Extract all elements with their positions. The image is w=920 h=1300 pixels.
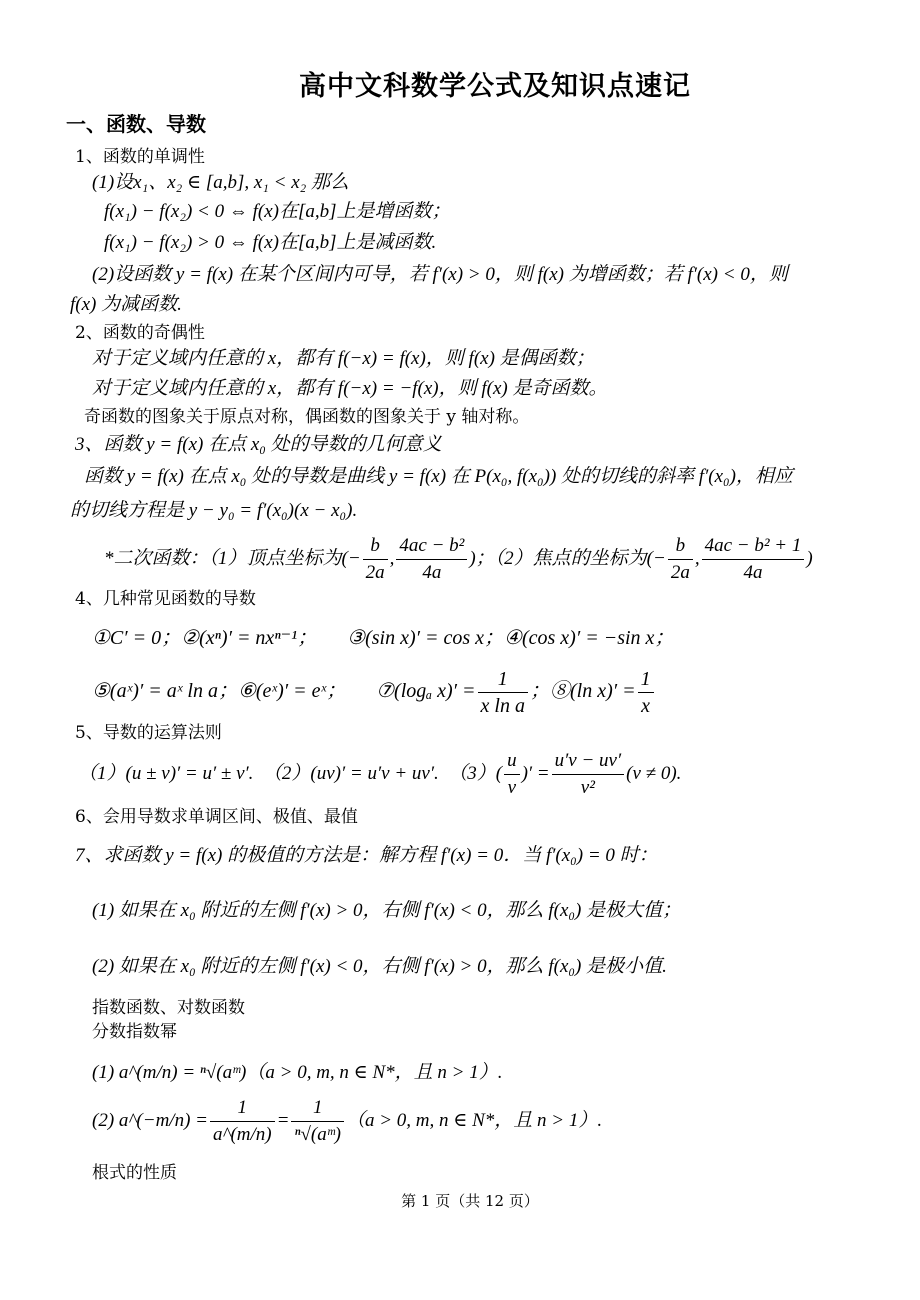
- fraction-4-den: 4a: [743, 562, 763, 584]
- fraction-log-den: x ln a: [480, 694, 525, 717]
- item-2-line-c: 奇函数的图象关于原点对称，偶函数的图象关于 y 轴对称。: [84, 407, 530, 427]
- item-5-heading: 5、导数的运算法则: [75, 723, 222, 743]
- item-6-heading: 6、会用导数求单调区间、极值、最值: [75, 807, 358, 827]
- fraction-1-num: b: [363, 533, 388, 560]
- fraction-quotient-den: v²: [580, 777, 595, 799]
- fraction-log-num: 1: [478, 666, 528, 693]
- fraction-4-num: 4ac − b² + 1: [702, 533, 805, 560]
- quadratic-line: [104, 532, 813, 586]
- fraction-2-den: 4a: [422, 562, 442, 584]
- quadratic-prefix: *二次函数：（1）顶点坐标为(−: [104, 548, 361, 569]
- fraction-quotient: [552, 748, 625, 801]
- fraction-neg-exp-2: [291, 1095, 344, 1148]
- comma: ,: [694, 548, 700, 569]
- item-7-line-b: (2) 如果在 x₀ 附近的左侧 f′(x) < 0，右侧 f′(x) > 0，那么 f(x₀) 是极小值.: [92, 956, 667, 977]
- item-7-line-a: (1) 如果在 x₀ 附近的左侧 f′(x) > 0，右侧 f′(x) < 0，那么 f(x₀) 是极大值；: [92, 900, 682, 921]
- fraction-2-num: 4ac − b²: [396, 533, 467, 560]
- item-1-line-d: (2)设函数 y = f(x) 在某个区间内可导，若 f′(x) > 0，则 f(x) 为增函数；若 f′(x) < 0，则: [92, 264, 788, 285]
- item-4-line-b-pre: ⑤(aˣ)′ = aˣ ln a；⑥(eˣ)′ = eˣ； ⑦(logₐ x)′ =: [92, 680, 476, 702]
- fraction-2: [396, 533, 467, 586]
- quadratic-end: ): [806, 548, 813, 569]
- item-5-line-a-pre: （1）(u ± v)′ = u′ ± v′. （2）(uv)′ = u′v + uv′. （3）(: [78, 763, 503, 784]
- item-8-heading: 指数函数、对数函数: [92, 998, 245, 1018]
- item-8-line-c-pre: (2) a^(−m/n) =: [92, 1110, 208, 1131]
- item-4-line-b-mid: ；⑧(ln x)′ =: [529, 680, 636, 702]
- quadratic-mid: )；（2）焦点的坐标为(−: [469, 548, 666, 569]
- item-8-line-c-end: （a > 0, m, n ∈ N*，且 n > 1）.: [345, 1110, 603, 1131]
- item-8-subheading: 分数指数幂: [92, 1022, 177, 1042]
- fraction-log: [478, 666, 528, 719]
- item-8-line-b: (1) a^(m/n) = ⁿ√(aᵐ)（a > 0, m, n ∈ N*，且 n > 1）.: [92, 1062, 503, 1083]
- item-2-heading: 2、函数的奇偶性: [75, 323, 205, 343]
- fraction-uv-num: u: [504, 748, 520, 775]
- item-5-line-a: [78, 746, 681, 802]
- fraction-ln: [638, 666, 654, 719]
- item-4-line-a: ①C′ = 0；②(xⁿ)′ = nxⁿ⁻¹； ③(sin x)′ = cos x；④(cos x)′ = −sin x；: [92, 627, 675, 649]
- fraction-ln-num: 1: [638, 666, 654, 693]
- fraction-uv-den: v: [507, 777, 517, 799]
- fraction-uv: [504, 748, 520, 801]
- item-3-line-b: 的切线方程是 y − y₀ = f′(x₀)(x − x₀).: [70, 500, 358, 521]
- fraction-neg-exp-1-den: a^(m/n): [212, 1124, 272, 1146]
- fraction-3-den: 2a: [670, 562, 690, 584]
- item-1-line-a: (1)设x₁、x₂ ∈ [a,b], x₁ < x₂ 那么: [92, 172, 349, 193]
- item-2-line-a: 对于定义域内任意的 x，都有 f(−x) = f(x)，则 f(x) 是偶函数；: [92, 348, 595, 369]
- fraction-neg-exp-2-den: ⁿ√(aᵐ): [294, 1124, 341, 1146]
- item-1-line-b: f(x₁) − f(x₂) < 0 ⇔ f(x)在[a,b]上是增函数；: [104, 201, 451, 222]
- fraction-neg-exp-1-num: 1: [210, 1095, 275, 1122]
- fraction-quotient-num: u′v − uv′: [552, 748, 625, 775]
- item-1-heading: 1、函数的单调性: [75, 147, 205, 167]
- item-3-heading: 3、函数 y = f(x) 在点 x₀ 处的导数的几何意义: [75, 434, 442, 455]
- fraction-neg-exp-2-num: 1: [291, 1095, 344, 1122]
- fraction-4: [702, 533, 805, 586]
- item-9-heading: 根式的性质: [92, 1163, 177, 1183]
- fraction-neg-exp-1: [210, 1095, 275, 1148]
- section-heading: 一、函数、导数: [66, 112, 206, 136]
- page-title: 高中文科数学公式及知识点速记: [299, 71, 691, 102]
- item-3-line-a: 函数 y = f(x) 在点 x₀ 处的导数是曲线 y = f(x) 在 P(x₀, f(x₀)) 处的切线的斜率 f′(x₀)，相应: [84, 466, 793, 487]
- fraction-3: [668, 533, 693, 586]
- item-5-line-a-end: (v ≠ 0).: [626, 763, 682, 784]
- item-8-line-c: [92, 1092, 602, 1150]
- page-footer: 第 1 页（共 12 页）: [401, 1192, 539, 1210]
- fraction-3-num: b: [668, 533, 693, 560]
- equals-sign: =: [276, 1110, 290, 1131]
- item-1-line-c: f(x₁) − f(x₂) > 0 ⇔ f(x)在[a,b]上是减函数.: [104, 232, 437, 253]
- comma: ,: [389, 548, 395, 569]
- fraction-ln-den: x: [641, 694, 651, 717]
- fraction-1-den: 2a: [365, 562, 385, 584]
- item-1-line-e: f(x) 为减函数.: [70, 294, 182, 315]
- item-2-line-b: 对于定义域内任意的 x，都有 f(−x) = −f(x)，则 f(x) 是奇函数。: [92, 378, 608, 399]
- item-4-heading: 4、几种常见函数的导数: [75, 589, 256, 609]
- item-7-heading: 7、求函数 y = f(x) 的极值的方法是：解方程 f′(x) = 0．当 f′(x₀) = 0 时：: [75, 845, 658, 866]
- item-4-line-b: [92, 664, 656, 719]
- item-5-line-a-mid: )′ =: [521, 763, 550, 784]
- fraction-1: [363, 533, 388, 586]
